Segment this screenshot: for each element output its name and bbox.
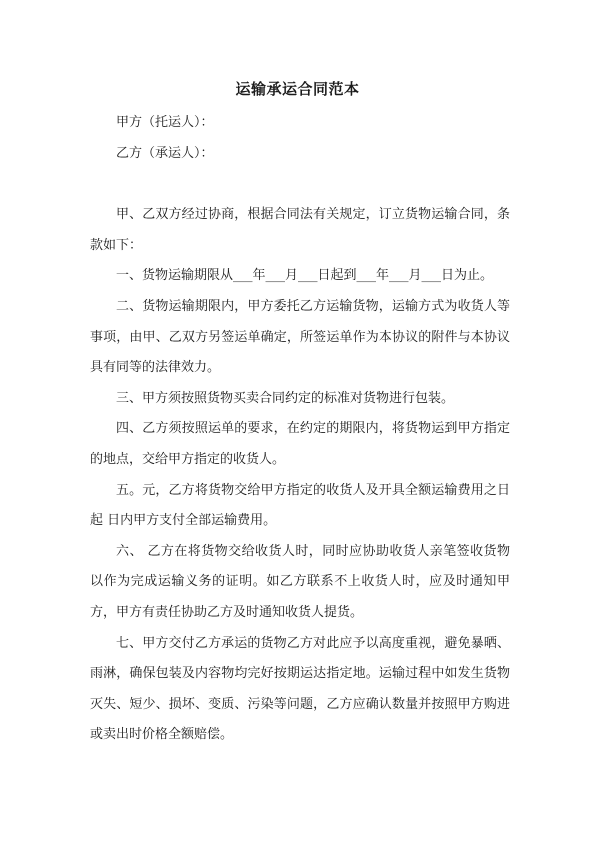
clause-7: 七、甲方交付乙方承运的货物乙方对此应予以高度重视，避免暴晒、雨淋，确保包装及内容物均完好按期运达指定地。运输过程中如发生货物灭失、短少、损坏、变质、污染等问题，乙方应确认数量并按照甲方购进或卖出时价格全额赔偿。 [90,635,510,743]
clause-intro: 甲、乙双方经过协商，根据合同法有关规定，订立货物运输合同，条款如下： [90,207,510,253]
document-title: 运输承运合同范本 [235,80,360,98]
clause-5: 五。元，乙方将货物交给甲方指定的收货人及开具全额运输费用之日起 日内甲方支付全部运输费用。 [90,482,510,529]
document-body [90,108,510,751]
clause-4: 四、乙方须按照运单的要求，在约定的期限内，将货物运到甲方指定的地点，交给甲方指定的收货人。 [90,421,510,467]
party-b-line: 乙方（承运人）： [116,145,214,161]
clause-6: 六、 乙方在将货物交给收货人时，同时应协助收货人亲笔签收货物以作为完成运输义务的证明。如乙方联系不上收货人时，应及时通知甲方，甲方有责任协助乙方及时通知收货人提货。 [90,543,510,620]
clause-2: 二、货物运输期限内，甲方委托乙方运输货物，运输方式为收货人等事项，由甲、乙双方另签运单确定，所签运单作为本协议的附件与本协议具有同等的法律效力。 [90,298,510,376]
clause-1: 一、货物运输期限从___年___月___日起到___年___月___日为止。 [116,268,494,284]
clause-3: 三、甲方须按照货物买卖合同约定的标准对货物进行包装。 [116,390,455,406]
spacer [90,169,510,200]
party-a-line: 甲方（托运人）： [116,115,214,130]
